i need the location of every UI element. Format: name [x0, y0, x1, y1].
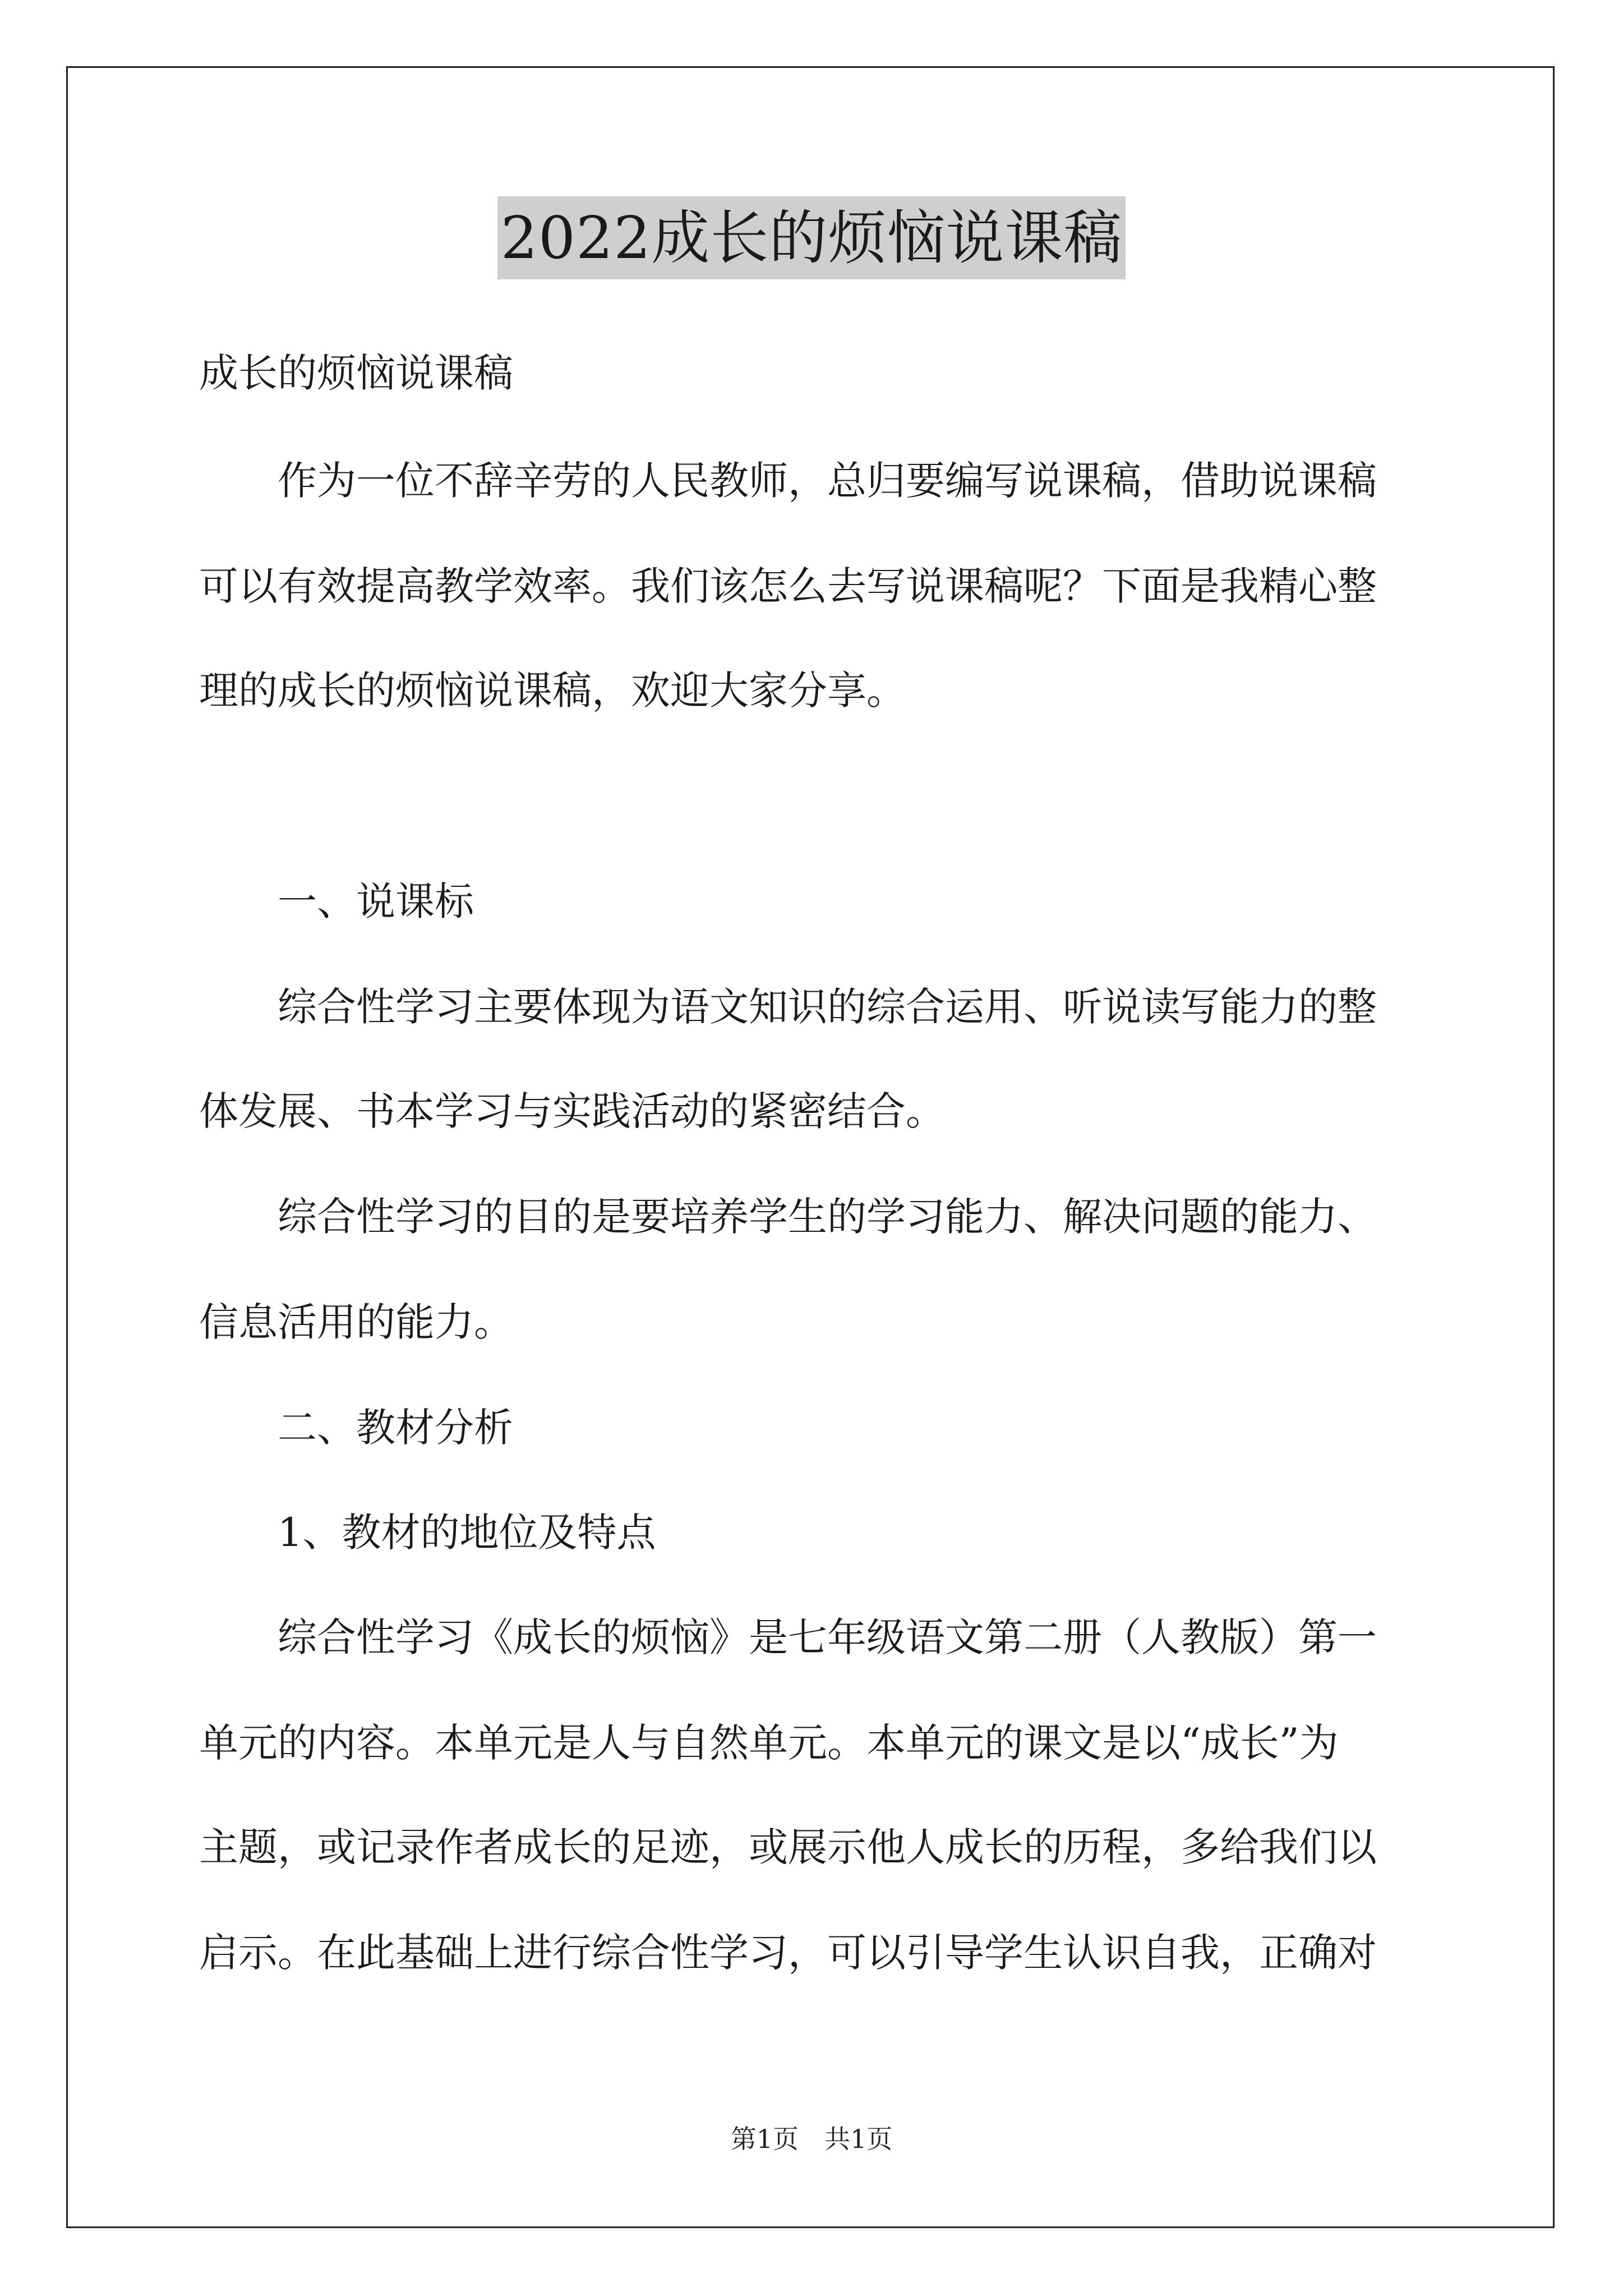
paragraph-line: 理的成长的烦恼说课稿，欢迎大家分享。 — [199, 668, 906, 714]
title-container — [0, 196, 1623, 279]
subsection-heading: 1、教材的地位及特点 — [278, 1510, 656, 1556]
page-footer: 第1页 共1页 — [730, 2124, 893, 2154]
paragraph-line: 作为一位不辞辛劳的人民教师，总归要编写说课稿，借助说课稿 — [278, 458, 1377, 504]
section-heading: 一、说课标 — [278, 878, 474, 924]
document-title: 2022成长的烦恼说课稿 — [497, 196, 1126, 279]
paragraph-line: 综合性学习主要体现为语文知识的综合运用、听说读写能力的整 — [278, 984, 1377, 1030]
document-subtitle: 成长的烦恼说课稿 — [199, 350, 513, 396]
paragraph-line: 体发展、书本学习与实践活动的紧密结合。 — [199, 1088, 945, 1134]
paragraph-line: 单元的内容。本单元是人与自然单元。本单元的课文是以“成长”为 — [199, 1720, 1339, 1766]
paragraph-line: 综合性学习的目的是要培养学生的学习能力、解决问题的能力、 — [278, 1194, 1377, 1240]
paragraph-line: 主题，或记录作者成长的足迹，或展示他人成长的历程，多给我们以 — [199, 1824, 1377, 1870]
paragraph-line: 启示。在此基础上进行综合性学习，可以引导学生认识自我，正确对 — [199, 1930, 1377, 1976]
paragraph-line: 综合性学习《成长的烦恼》是七年级语文第二册（人教版）第一 — [278, 1614, 1377, 1660]
section-heading: 二、教材分析 — [278, 1405, 513, 1451]
paragraph-line: 信息活用的能力。 — [199, 1299, 513, 1345]
paragraph-line: 可以有效提高教学效率。我们该怎么去写说课稿呢？下面是我精心整 — [199, 563, 1377, 609]
